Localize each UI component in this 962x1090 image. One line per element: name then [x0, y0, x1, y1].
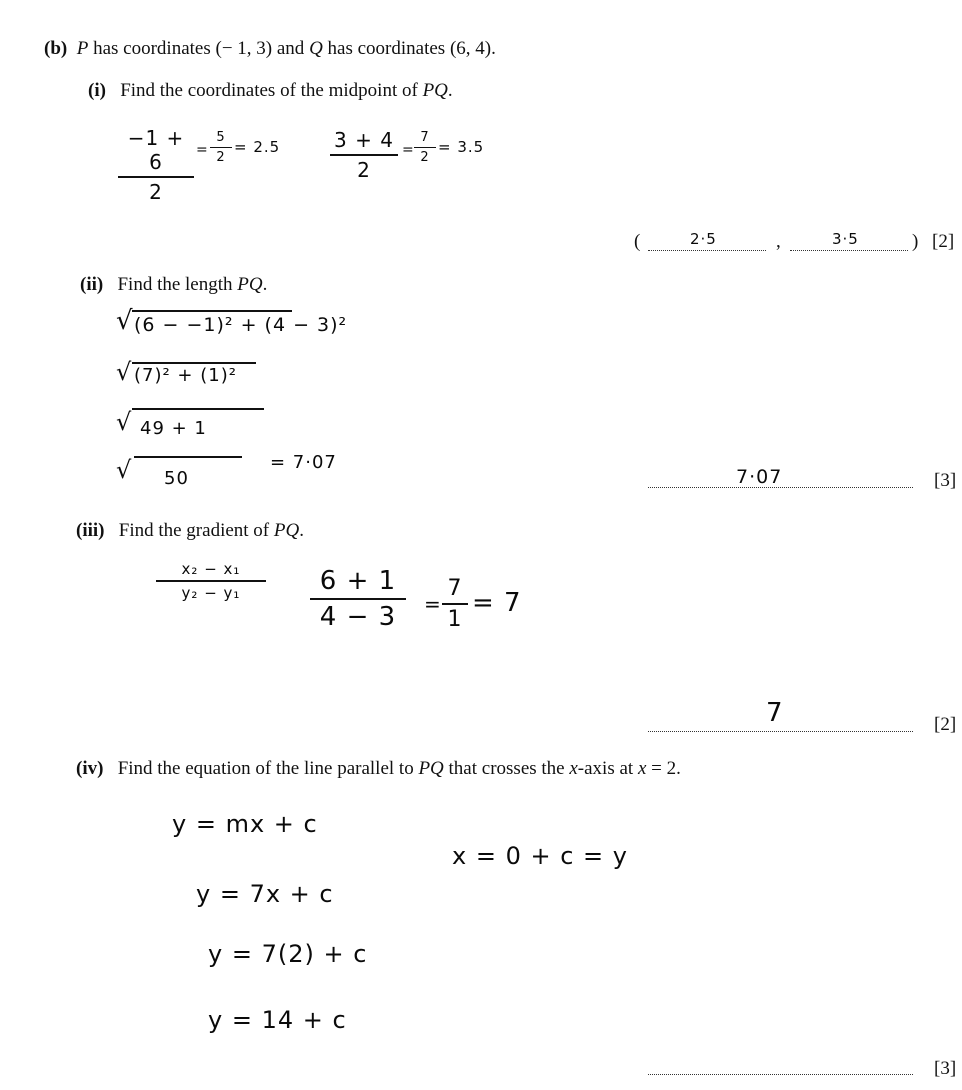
fraction-denominator: 2: [420, 150, 430, 165]
equation-working-line3: y = 7(2) + c: [208, 940, 368, 968]
marks-i: [2]: [932, 231, 955, 252]
point-p: P: [76, 38, 89, 59]
midpoint-y-simplified: [414, 130, 436, 165]
fraction-denominator: 1: [447, 607, 463, 632]
equals-sign: =: [196, 142, 209, 158]
gradient-formula-numerator: x₂ − x₁: [181, 560, 241, 578]
part-ii-prompt: (ii) Find the length PQ.: [80, 274, 268, 295]
part-iv-text-2: that crosses the: [448, 758, 565, 779]
fraction-numerator: 7: [420, 130, 430, 145]
equation-working-line4: y = 14 + c: [208, 1006, 347, 1034]
length-working-result: = 7·07: [270, 452, 337, 473]
segment-pq: PQ: [237, 274, 263, 295]
gradient-denominator: 4 − 3: [319, 602, 397, 632]
root-symbol: √: [116, 456, 133, 484]
segment-pq: PQ: [422, 80, 448, 101]
part-iii-text: Find the gradient of: [118, 520, 270, 541]
equals-sign: =: [424, 592, 442, 616]
midpoint-y-numerator: 3 + 4: [334, 128, 394, 152]
midpoint-y-fraction: [330, 128, 398, 182]
segment-pq: PQ: [273, 520, 300, 541]
x-variable: x: [637, 758, 647, 779]
marks-ii: [3]: [934, 470, 957, 491]
part-label-ii: (ii): [80, 274, 104, 295]
midpoint-x-result: = 2.5: [234, 138, 281, 156]
equals-sign: =: [402, 142, 415, 158]
answer-y-value: 3·5: [832, 230, 859, 248]
x-axis-variable: x: [569, 758, 578, 779]
question-b-stem: [44, 38, 496, 60]
part-iii-prompt: (iii) Find the gradient of PQ.: [76, 520, 304, 541]
part-iv-text-3: -axis at: [577, 758, 634, 779]
length-working-line1: (6 − −1)² + (4 − 3)²: [134, 314, 348, 336]
q-coordinates: (6, 4).: [449, 38, 496, 59]
gradient-formula-denominator: y₂ − y₁: [181, 584, 241, 602]
fraction-numerator: 7: [447, 576, 463, 601]
part-label-i: (i): [88, 80, 106, 101]
gradient-formula: [156, 560, 266, 602]
root-symbol: √: [116, 408, 133, 436]
answer-iii-line[interactable]: [648, 731, 913, 732]
equation-working-line2: y = 7x + c: [196, 880, 334, 908]
answer-iv-line[interactable]: [648, 1074, 913, 1075]
gradient-simplified: [442, 576, 468, 632]
answer-open-paren: (: [634, 231, 641, 252]
part-ii-text: Find the length: [117, 274, 233, 295]
marks-iv: [3]: [934, 1058, 957, 1079]
answer-y-line[interactable]: [790, 250, 908, 251]
length-working-line2: (7)² + (1)²: [134, 365, 237, 386]
point-q: Q: [309, 38, 323, 59]
midpoint-x-simplified: [210, 130, 232, 165]
part-label-b: (b): [44, 38, 68, 59]
part-label-iv: (iv): [76, 758, 104, 779]
stem-text-and: and: [276, 38, 305, 59]
root-symbol: √: [116, 306, 134, 336]
marks-iii: [2]: [934, 714, 957, 735]
equation-working-side: x = 0 + c = y: [452, 842, 628, 870]
gradient-substitution: [310, 566, 406, 632]
part-i-text: Find the coordinates of the midpoint of: [120, 80, 418, 101]
part-iv-text-1: Find the equation of the line parallel to: [117, 758, 414, 779]
length-working-line3: 49 + 1: [140, 418, 207, 439]
root-symbol: √: [116, 358, 133, 386]
midpoint-y-result: = 3.5: [438, 138, 485, 156]
answer-x-value: 2·5: [690, 230, 717, 248]
midpoint-x-fraction: [118, 126, 194, 204]
stem-text-1: has coordinates: [93, 38, 211, 59]
length-working-line4: 50: [164, 468, 189, 489]
part-i-prompt: (i) Find the coordinates of the midpoint of PQ.: [88, 80, 453, 101]
answer-close-paren: ): [912, 231, 919, 252]
stem-text-2: has coordinates: [327, 38, 446, 59]
segment-pq: PQ: [418, 758, 444, 779]
fraction-numerator: 5: [216, 130, 226, 145]
answer-iii-value: 7: [766, 698, 784, 728]
x-value: = 2.: [651, 758, 681, 779]
fraction-denominator: 2: [216, 150, 226, 165]
gradient-numerator: 6 + 1: [319, 566, 397, 596]
answer-ii-value: 7·07: [736, 466, 783, 488]
midpoint-x-numerator: −1 + 6: [127, 126, 185, 174]
equation-working-line1: y = mx + c: [172, 810, 318, 838]
p-coordinates: (− 1, 3): [215, 38, 273, 59]
part-iv-prompt: [76, 758, 681, 780]
answer-comma: ,: [776, 231, 781, 252]
gradient-result: = 7: [472, 588, 522, 618]
answer-x-line[interactable]: [648, 250, 766, 251]
midpoint-y-denominator: 2: [357, 158, 371, 182]
part-label-iii: (iii): [76, 520, 105, 541]
midpoint-x-denominator: 2: [149, 180, 163, 204]
